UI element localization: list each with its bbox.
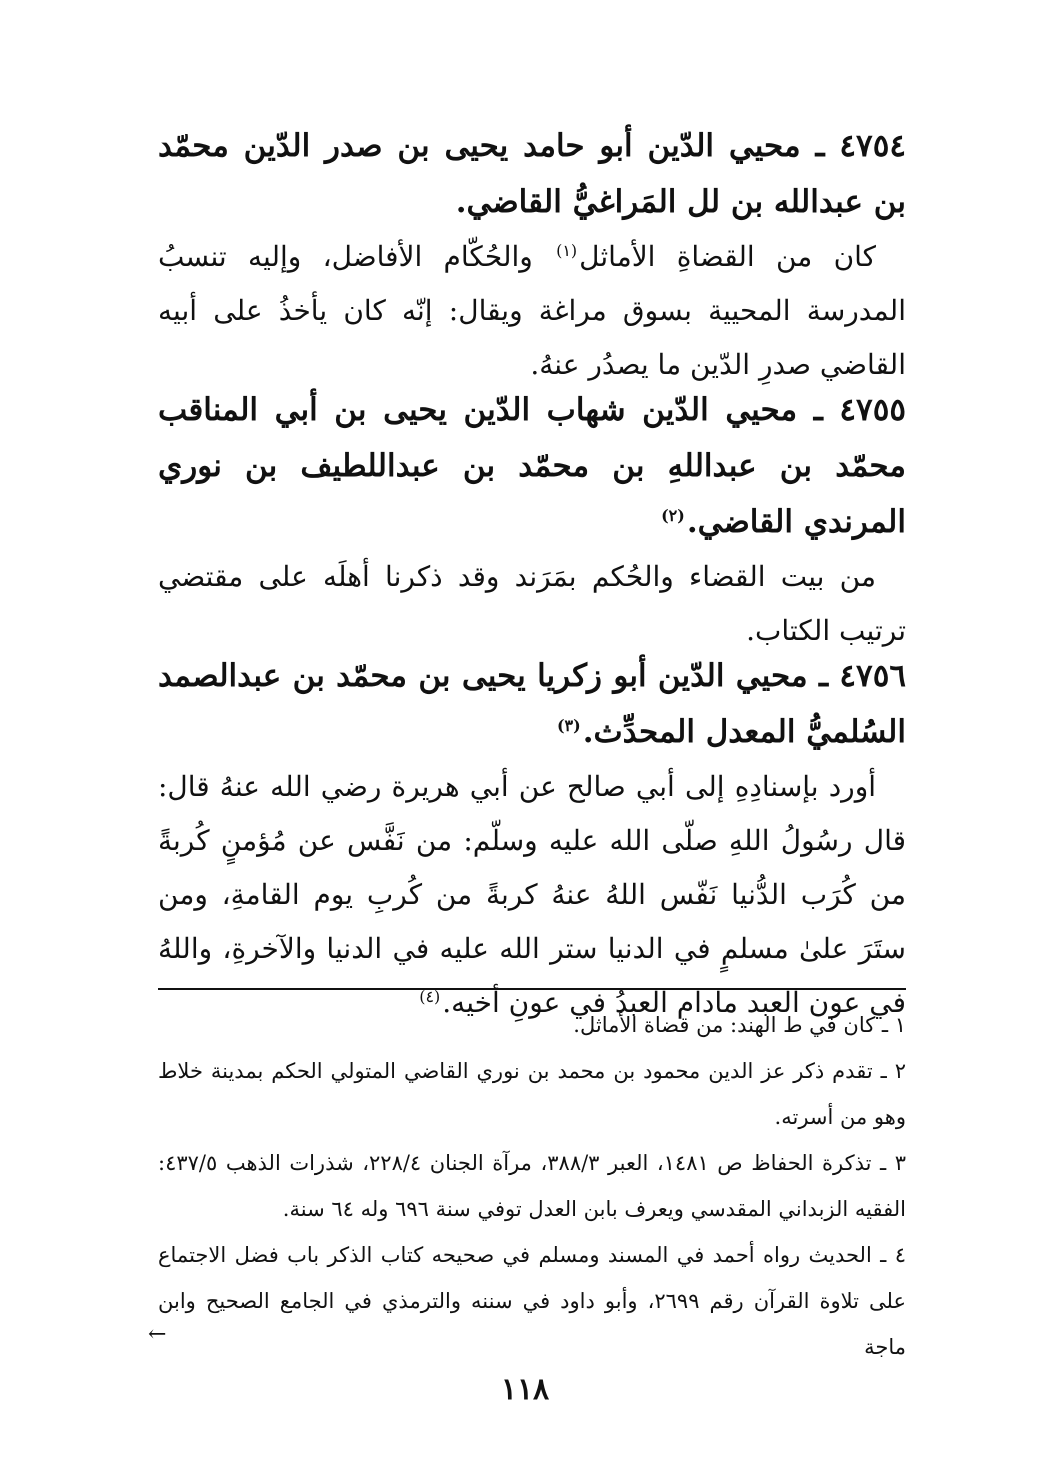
footnote-marker: (٤) [419, 986, 441, 1006]
footnote-marker: (٣) [556, 715, 581, 735]
entry-body-text: والحُكّام الأفاضل، وإليه تنسبُ المدرسة المحيية بسوق مراغة ويقال: إنّه كان يأخذُ على أبيه القاضي صدرِ الدّين ما يصدُر عنهُ. [158, 240, 906, 381]
footnote-1: ١ ـ كان في ط الهند: من قضاة الأماثل. [573, 1013, 906, 1037]
page-number: ١١٨ [500, 1372, 550, 1407]
footnote-2: ٢ ـ تقدم ذكر عز الدين محمود بن محمد بن نوري القاضي المتولي الحكم بمدينة خلاط وهو من أسرته. [158, 1059, 906, 1129]
entry-heading [158, 382, 906, 550]
footnote-divider [158, 988, 906, 990]
biography-entry-4756 [158, 648, 906, 1030]
biography-entry-4755 [158, 382, 906, 658]
entry-heading-text: ٤٧٥٦ ـ محيي الدّين أبو زكريا يحيى بن محمّد بن عبدالصمد السُلميُّ المعدل المحدِّث. [158, 658, 906, 750]
continuation-arrow-icon: ← [148, 1322, 167, 1347]
entry-heading-text: ٤٧٥٥ ـ محيي الدّين شهاب الدّين يحيى بن أبي المناقب محمّد بن عبداللهِ بن محمّد بن عبداللطيف بن نوري المرندي القاضي. [158, 392, 906, 540]
footnote-4: ٤ ـ الحديث رواه أحمد في المسند ومسلم في صحيحه كتاب الذكر باب فضل الاجتماع على تلاوة القرآن رقم ٢٦٩٩، وأبو داود في سننه والترمذي في الجامع الصحيح وابن ماجة [158, 1243, 906, 1359]
biography-entry-4754 [158, 118, 906, 392]
footnotes-section [158, 1002, 906, 1370]
footnote-3: ٣ ـ تذكرة الحفاظ ص ١٤٨١، العبر ٣٨٨/٣، مرآة الجنان ٢٢٨/٤، شذرات الذهب ٤٣٧/٥: الفقيه الزبداني المقدسي ويعرف بابن العدل توفي سنة ٦٩٦ وله ٦٤ سنة. [158, 1151, 907, 1221]
entry-body-text: كان من القضاةِ الأماثل [579, 240, 877, 273]
entry-heading [158, 118, 906, 230]
entry-heading-text: ٤٧٥٤ ـ محيي الدّين أبو حامد يحيى بن صدر الدّين محمّد بن عبدالله بن لل المَراغيُّ القاضي. [158, 128, 906, 220]
entry-body-text: من بيت القضاء والحُكم بمَرَند وقد ذكرنا أهلَه على مقتضي ترتيب الكتاب. [158, 560, 906, 647]
footnote-marker: (١) [556, 240, 578, 260]
footnote-marker: (٢) [661, 505, 685, 525]
entry-body [158, 230, 906, 392]
entry-heading [158, 648, 906, 760]
entry-body-text: أورد بإسنادِهِ إلى أبي صالح عن أبي هريرة رضي الله عنهُ قال: قال رسُولُ اللهِ صلّى الله عليه وسلّم: من نَفَّس عن مُؤمنٍ كُربةً من كُرَب الدُّنيا نَفّس اللهُ عنهُ كربةً من كُربِ يوم القامةِ، ومن ستَرَ علىٰ مسلمٍ في الدنيا ستر الله عليه في الدنيا والآخرةِ، واللهُ في عون العبد مادام العبدُ في عونِ أخيه. [158, 770, 906, 1019]
entry-body [158, 550, 906, 658]
